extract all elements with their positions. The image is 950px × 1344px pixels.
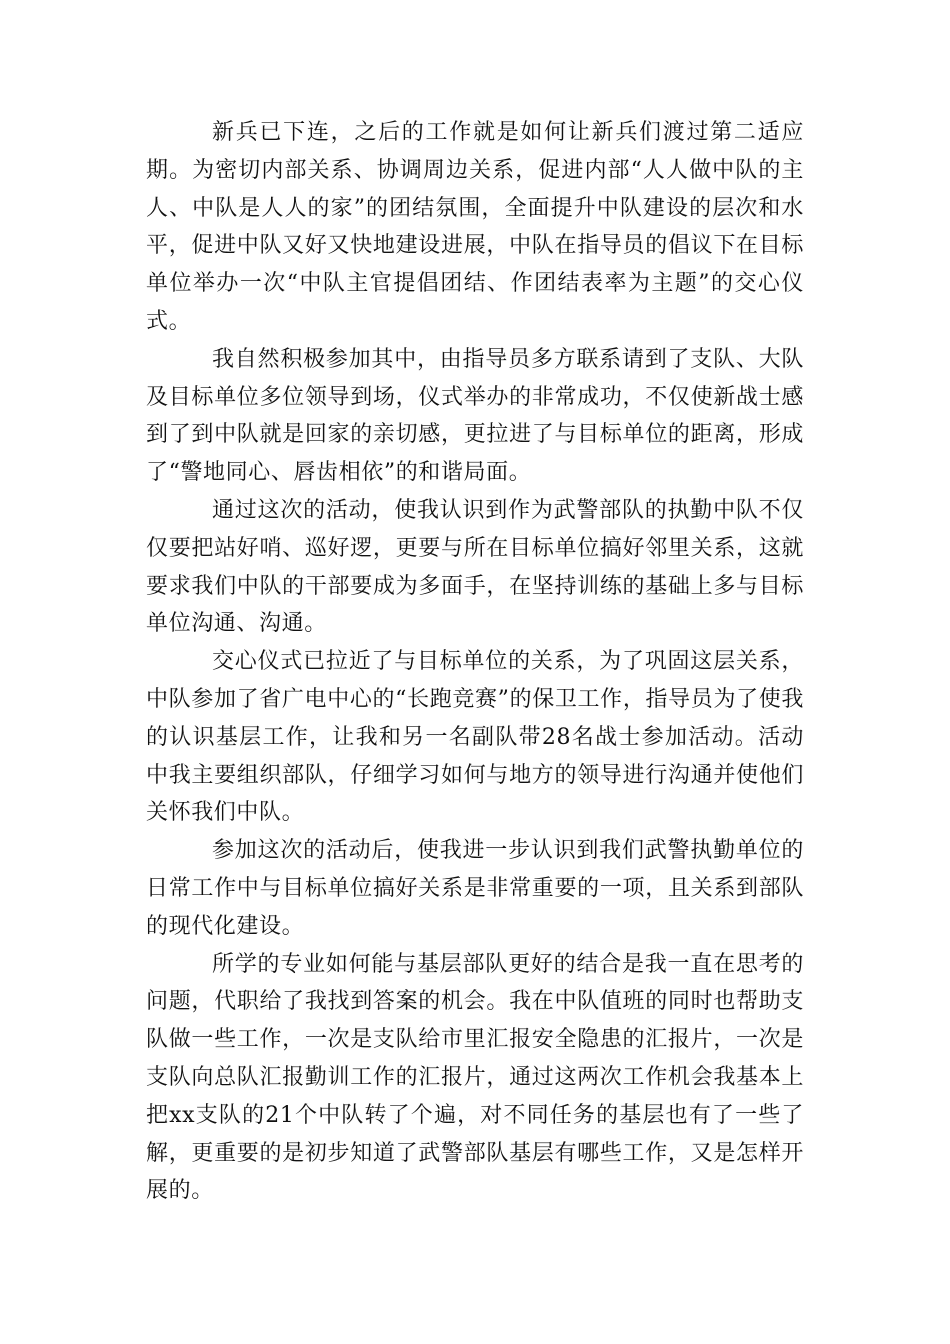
paragraph: 交心仪式已拉近了与目标单位的关系，为了巩固这层关系，中队参加了省广电中心的“长跑竞赛”的保卫工作，指导员为了使我的认识基层工作，让我和另一名副队带28名战士参加活动。活动中我主要组织部队，仔细学习如何与地方的领导进行沟通并使他们关怀我们中队。 <box>146 649 804 826</box>
paragraph: 新兵已下连，之后的工作就是如何让新兵们渡过第二适应期。为密切内部关系、协调周边关系，促进内部“人人做中队的主人、中队是人人的家”的团结氛围，全面提升中队建设的层次和水平，促进中队又好又快地建设进展，中队在指导员的倡议下在目标单位举办一次“中队主官提倡团结、作团结表率为主题”的交心仪式。 <box>146 120 804 334</box>
document-body <box>146 114 804 1210</box>
paragraph: 我自然积极参加其中，由指导员多方联系请到了支队、大队及目标单位多位领导到场，仪式举办的非常成功，不仅使新战士感到了到中队就是回家的亲切感，更拉进了与目标单位的距离，形成了“警地同心、唇齿相依”的和谐局面。 <box>146 346 804 486</box>
paragraph: 通过这次的活动，使我认识到作为武警部队的执勤中队不仅仅要把站好哨、巡好逻，更要与所在目标单位搞好邻里关系，这就要求我们中队的干部要成为多面手，在坚持训练的基础上多与目标单位沟通、沟通。 <box>146 497 804 637</box>
paragraph: 所学的专业如何能与基层部队更好的结合是我一直在思考的问题，代职给了我找到答案的机会。我在中队值班的同时也帮助支队做一些工作，一次是支队给市里汇报安全隐患的汇报片，一次是支队向总队汇报勤训工作的汇报片，通过这两次工作机会我基本上把xx支队的21个中队转了个遍，对不同任务的基层也有了一些了解，更重要的是初步知道了武警部队基层有哪些工作，又是怎样开展的。 <box>146 951 804 1204</box>
paragraph: 参加这次的活动后，使我进一步认识到我们武警执勤单位的日常工作中与目标单位搞好关系是非常重要的一项，且关系到部队的现代化建设。 <box>146 838 804 939</box>
